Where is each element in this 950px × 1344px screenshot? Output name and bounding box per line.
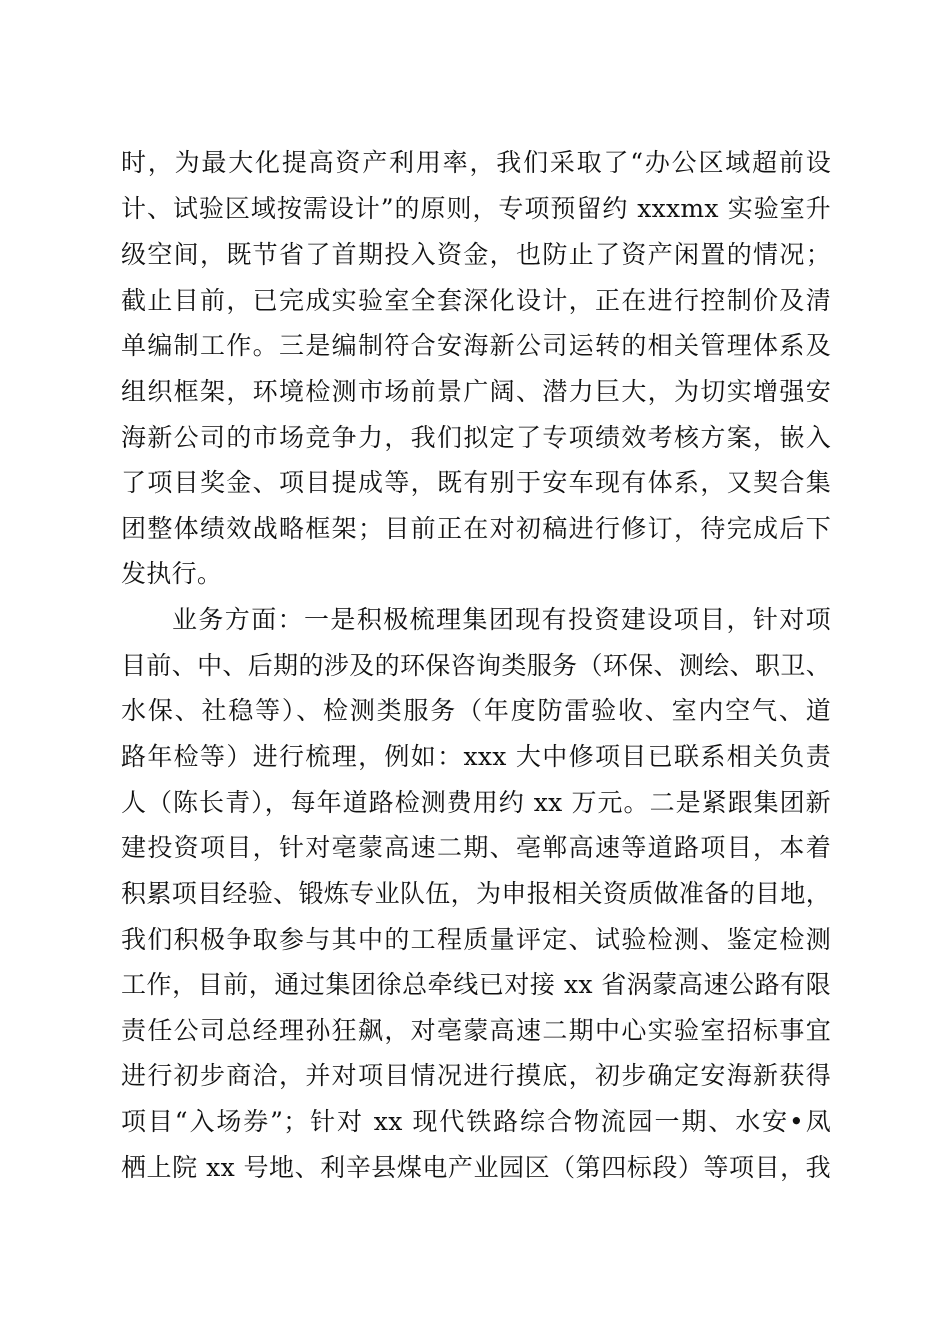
text-line: 积累项目经验、锻炼专业队伍，为申报相关资质做准备的目地，: [121, 879, 831, 908]
text-line: 责任公司总经理孙狂飙，对亳蒙高速二期中心实验室招标事宜: [121, 1016, 831, 1045]
text-line: 我们积极争取参与其中的工程质量评定、试验检测、鉴定检测: [121, 925, 831, 954]
text-line: 目前、中、后期的涉及的环保咨询类服务（环保、测绘、职卫、: [121, 651, 831, 680]
text-line: 人（陈长青），每年道路检测费用约 xx 万元。二是紧跟集团新: [121, 788, 831, 817]
text-line: 截止目前，已完成实验室全套深化设计，正在进行控制价及清: [121, 286, 831, 315]
text-line: 进行初步商洽，并对项目情况进行摸底，初步确定安海新获得: [121, 1061, 831, 1090]
text-line: 时，为最大化提高资产利用率，我们采取了“办公区域超前设: [121, 148, 831, 177]
text-line: 团整体绩效战略框架；目前正在对初稿进行修订，待完成后下: [121, 514, 831, 543]
text-line: 业务方面：一是积极梳理集团现有投资建设项目，针对项: [172, 605, 831, 634]
text-line: 水保、社稳等）、检测类服务（年度防雷验收、室内空气、道: [121, 696, 831, 725]
text-line: 级空间，既节省了首期投入资金，也防止了资产闲置的情况；: [121, 240, 831, 269]
text-line: 建投资项目，针对亳蒙高速二期、亳郸高速等道路项目，本着: [121, 833, 831, 862]
text-line: 工作，目前，通过集团徐总牵线已对接 xx 省涡蒙高速公路有限: [121, 970, 831, 999]
text-line: 发执行。: [121, 559, 223, 588]
text-line: 单编制工作。三是编制符合安海新公司运转的相关管理体系及: [121, 331, 831, 360]
text-line: 了项目奖金、项目提成等，既有别于安车现有体系，又契合集: [121, 468, 831, 497]
text-line: 路年检等）进行梳理，例如：xxx 大中修项目已联系相关负责: [121, 742, 831, 771]
text-line: 项目“入场券”；针对 xx 现代铁路综合物流园一期、水安•凤: [121, 1107, 831, 1136]
text-line: 栖上院 xx 号地、利辛县煤电产业园区（第四标段）等项目，我: [121, 1153, 831, 1182]
text-line: 海新公司的市场竞争力，我们拟定了专项绩效考核方案，嵌入: [121, 423, 831, 452]
text-line: 组织框架，环境检测市场前景广阔、潜力巨大，为切实增强安: [121, 377, 831, 406]
text-line: 计、试验区域按需设计”的原则，专项预留约 xxxmx 实验室升: [121, 194, 831, 223]
